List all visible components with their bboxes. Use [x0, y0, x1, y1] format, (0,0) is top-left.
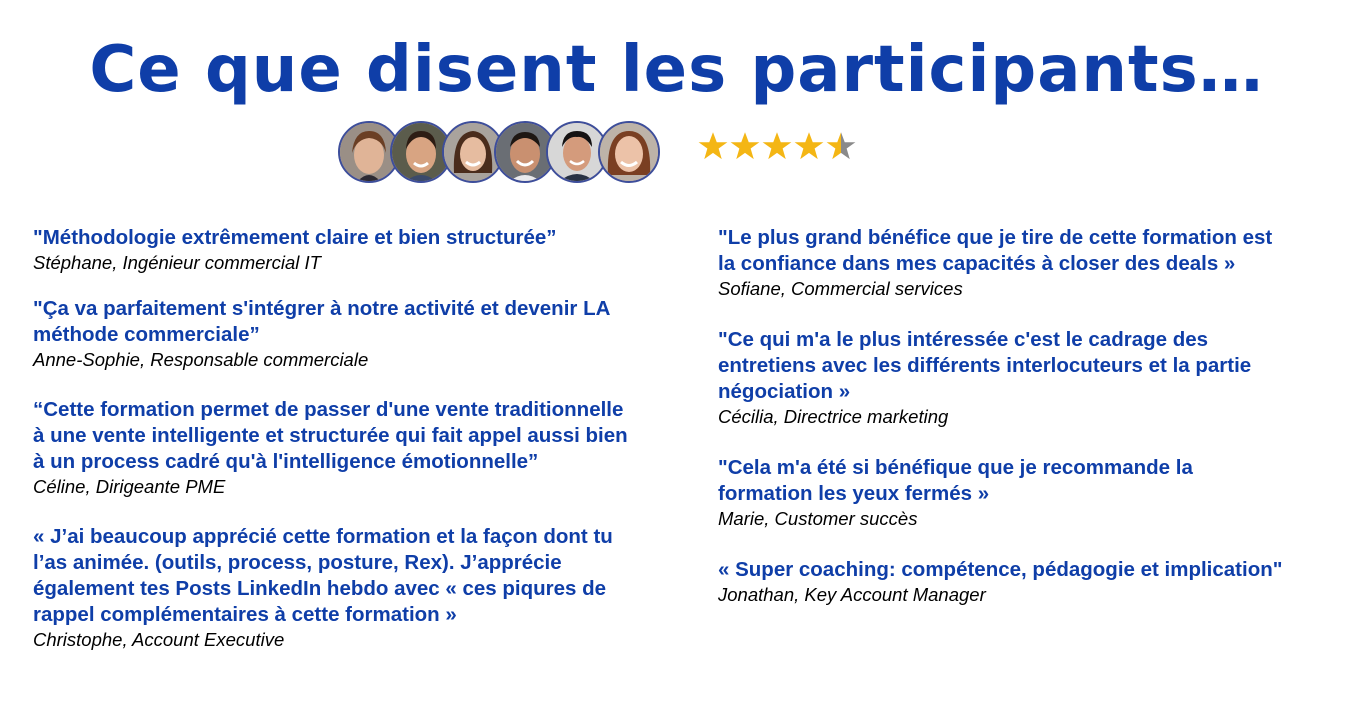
- star-icon: [762, 131, 792, 161]
- testimonial-quote: "Ce qui m'a le plus intéressée c'est le cadrage des entretiens avec les différents interlocuteurs et la partie négociation »: [718, 328, 1252, 403]
- star-icon: [794, 131, 824, 161]
- testimonial-author: Anne-Sophie, Responsable commerciale: [33, 349, 369, 370]
- testimonial: [33, 524, 693, 652]
- testimonial: [33, 225, 693, 275]
- testimonial-quote: “Cette formation permet de passer d'une vente traditionnelle à une vente intelligente et structurée qui fait appel aussi bien à un process cadré qu'à l'intelligence émotionnelle”: [33, 398, 628, 473]
- star-icon: [698, 131, 728, 161]
- testimonial-author: Sofiane, Commercial services: [718, 278, 963, 299]
- testimonial-quote: « J’ai beaucoup apprécié cette formation et la façon dont tu l’as animée. (outils, process, posture, Rex). J’apprécie également tes Posts LinkedIn hebdo avec « ces piqures de rappel complémentaires à cette formation »: [33, 525, 613, 626]
- half-star-icon: [826, 131, 856, 161]
- testimonial-author: Marie, Customer succès: [718, 508, 918, 529]
- testimonial: [718, 327, 1338, 429]
- testimonial: [718, 557, 1338, 607]
- testimonial-author: Céline, Dirigeante PME: [33, 476, 226, 497]
- testimonial: [33, 296, 693, 372]
- testimonials-right-column: [718, 225, 1338, 607]
- testimonial-author: Cécilia, Directrice marketing: [718, 406, 949, 427]
- testimonial-quote: « Super coaching: compétence, pédagogie et implication": [718, 558, 1283, 581]
- testimonial-author: Jonathan, Key Account Manager: [718, 584, 986, 605]
- star-icon: [730, 131, 760, 161]
- testimonial-author: Stéphane, Ingénieur commercial IT: [33, 252, 321, 273]
- testimonials-left-column: [33, 225, 693, 652]
- testimonial: [718, 455, 1338, 531]
- testimonial-author: Christophe, Account Executive: [33, 629, 285, 650]
- page-title: Ce que disent les participants…: [89, 33, 1264, 107]
- avatar: [598, 121, 660, 183]
- testimonial: [718, 225, 1338, 301]
- testimonial: [33, 397, 693, 499]
- testimonial-quote: "Le plus grand bénéfice que je tire de cette formation est la confiance dans mes capacités à closer des deals »: [718, 226, 1273, 275]
- testimonial-quote: "Méthodologie extrêmement claire et bien structurée”: [33, 226, 557, 249]
- testimonial-quote: "Cela m'a été si bénéfique que je recommande la formation les yeux fermés »: [718, 456, 1193, 505]
- testimonial-quote: "Ça va parfaitement s'intégrer à notre activité et devenir LA méthode commerciale”: [33, 297, 611, 346]
